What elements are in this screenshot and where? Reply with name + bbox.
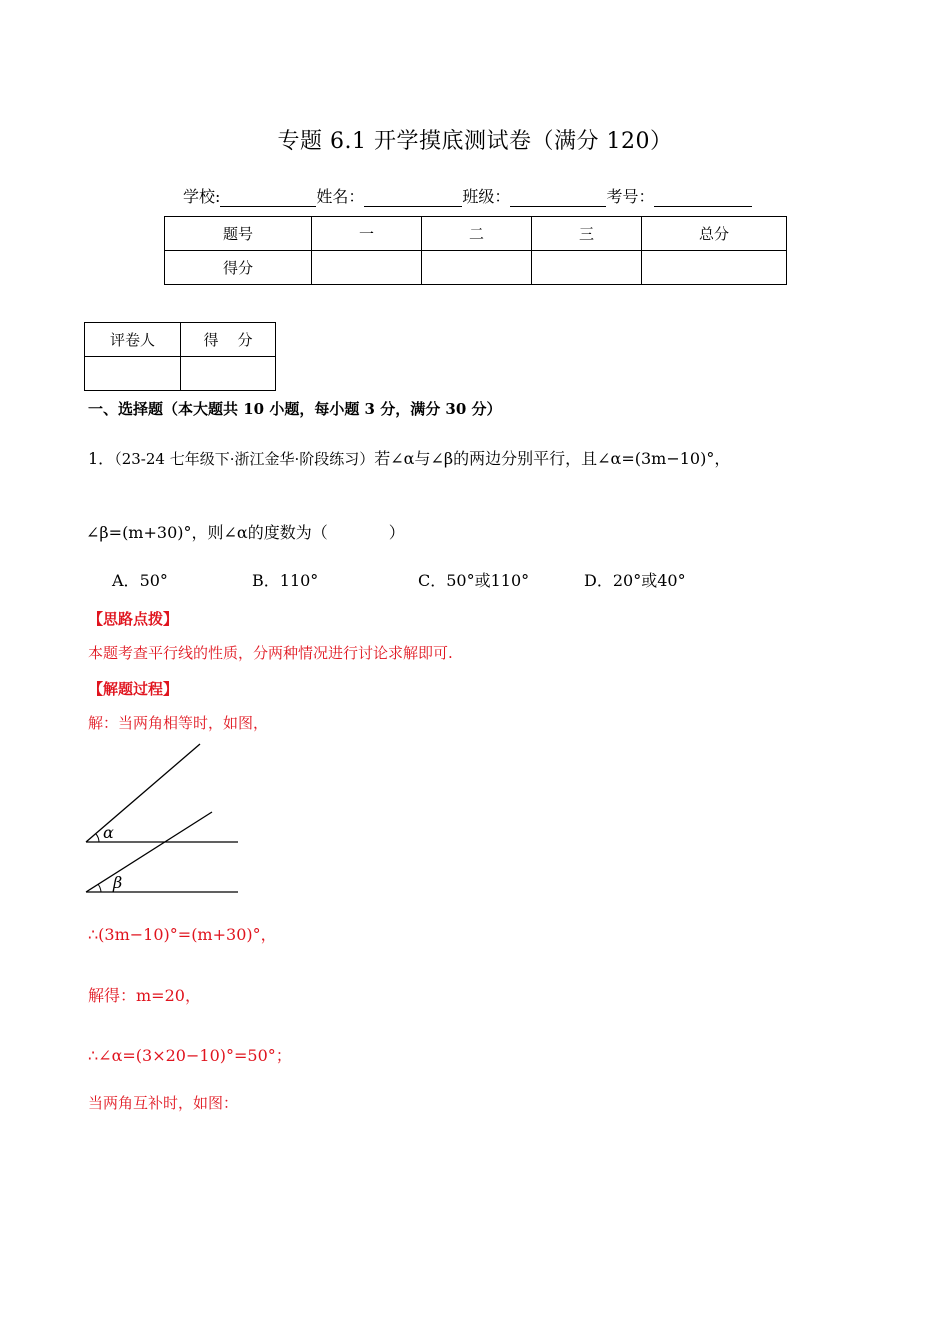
option-label: B． (252, 571, 280, 590)
option-label: C． (418, 571, 447, 590)
solution-equation-3: ∴∠α=(3×20−10)°=50°； (88, 1046, 292, 1065)
score-table-header: 一 (312, 217, 422, 251)
score-table-header-row (165, 217, 787, 251)
solution-line-1: 解：当两角相等时，如图， (88, 714, 269, 732)
question-number: 1． (88, 449, 115, 468)
score-table-header: 二 (422, 217, 532, 251)
exam-no-blank (654, 188, 752, 207)
question-1-line-1 (88, 446, 730, 469)
option-value: 50°或110° (446, 571, 530, 590)
option-b[interactable] (252, 568, 318, 591)
parallel-angles-figure (82, 740, 246, 900)
solution-heading: 【解题过程】 (88, 680, 179, 698)
hint-heading: 【思路点拨】 (88, 610, 179, 628)
solution-equation-1: ∴(3m−10)°=(m+30)°， (88, 925, 277, 944)
score-table-header: 题号 (165, 217, 312, 251)
score-table-header: 总分 (642, 217, 787, 251)
option-c[interactable] (418, 568, 529, 591)
grader-cell[interactable] (85, 357, 181, 391)
solution-line-last: 当两角互补时，如图： (88, 1094, 239, 1112)
class-label: 班级： (462, 187, 511, 206)
grader-label: 评卷人 (85, 323, 181, 357)
school-label: 学校: (183, 187, 221, 206)
solution-equation-2: 解得：m=20， (88, 986, 201, 1005)
score-cell[interactable] (312, 251, 422, 285)
angle-arc-alpha (96, 834, 99, 842)
score-cell[interactable] (532, 251, 642, 285)
question-source: （23-24 七年级下·浙江金华·阶段练习） (114, 450, 375, 468)
option-value: 110° (279, 571, 319, 590)
score-cell[interactable] (642, 251, 787, 285)
option-label: D． (584, 571, 613, 590)
class-blank (510, 188, 606, 207)
question-text-a: 若∠α与∠β的两边分别平行，且∠α=(3m−10)°， (374, 449, 731, 468)
score-table-row (165, 251, 787, 285)
name-label: 姓名： (316, 187, 365, 206)
school-blank (220, 188, 316, 207)
option-value: 50° (139, 571, 168, 590)
score-cell[interactable] (422, 251, 532, 285)
page-title: 专题 6.1 开学摸底测试卷（满分 120） (277, 129, 673, 154)
score-table (164, 216, 787, 285)
grader-table (84, 322, 276, 391)
section-title: 一、选择题（本大题共 10 小题，每小题 3 分，满分 30 分） (88, 400, 502, 418)
grader-score-cell[interactable] (181, 357, 276, 391)
angle-arc-beta (98, 884, 101, 892)
label-beta: β (113, 873, 123, 892)
option-value: 20°或40° (612, 571, 686, 590)
question-1-line-2: ∠β=(m+30)°，则∠α的度数为（ ） (86, 523, 405, 542)
score-table-header: 三 (532, 217, 642, 251)
student-info-line (183, 184, 752, 207)
name-blank (364, 188, 462, 207)
label-alpha: α (103, 823, 114, 842)
option-label: A． (112, 571, 140, 590)
option-d[interactable] (584, 568, 686, 591)
grader-score-label: 得 分 (181, 323, 276, 357)
option-a[interactable] (112, 568, 168, 591)
exam-no-label: 考号： (606, 187, 655, 206)
score-row-label: 得分 (165, 251, 312, 285)
hint-text: 本题考查平行线的性质，分两种情况进行讨论求解即可. (88, 644, 453, 662)
